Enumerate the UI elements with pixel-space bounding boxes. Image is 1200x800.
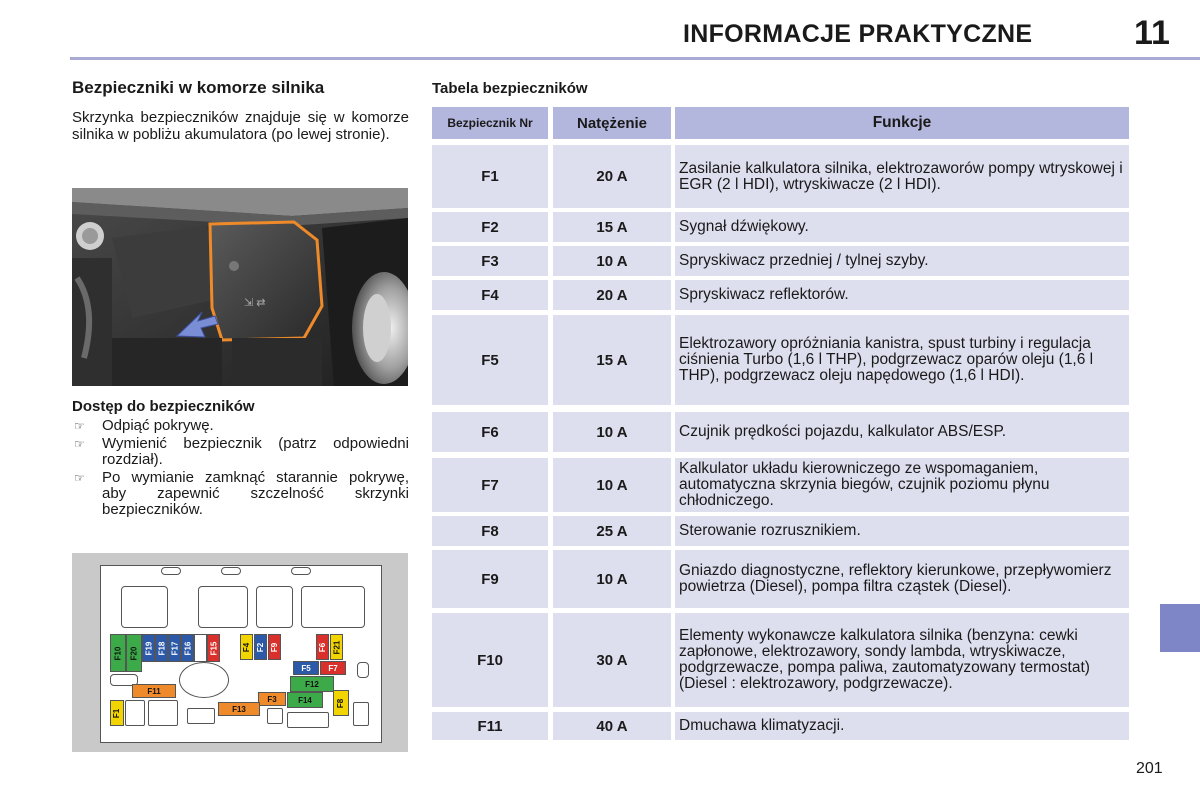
slot [148, 700, 178, 726]
slot [353, 702, 369, 726]
fuse-number: F6 [432, 412, 548, 452]
chapter-side-tab [1160, 604, 1200, 652]
fuse-f3: F3 [258, 692, 286, 706]
fuse-box-diagram [72, 553, 408, 752]
relay [121, 586, 168, 628]
list-item: ☞ Wymienić bezpiecznik (patrz odpowiedni rozdział). [74, 435, 409, 468]
svg-text:⇲ ⇄: ⇲ ⇄ [244, 297, 266, 309]
slot [287, 712, 329, 728]
fuse-function: Zasilanie kalkulatora silnika, elektrozaworów pompy wtryskowej i EGR (2 l HDI), wtryskiwacze (2 l HDI). [675, 145, 1129, 208]
fuse-current: 25 A [553, 516, 671, 546]
fuse-number: F1 [432, 145, 548, 208]
pointing-hand-icon: ☞ [74, 471, 85, 485]
fuse-current: 15 A [553, 212, 671, 242]
list-item: ☞ Odpiąć pokrywę. [74, 417, 214, 434]
fuse-f6: F6 [316, 634, 329, 660]
intro-paragraph: Skrzynka bezpieczników znajduje się w komorze silnika w pobliżu akumulatora (po lewej stronie). [72, 109, 409, 143]
fuse-slot-empty [194, 634, 207, 662]
relay [198, 586, 248, 628]
fuse-current: 10 A [553, 550, 671, 608]
fuse-function: Sterowanie rozrusznikiem. [675, 516, 1129, 546]
fuse-current: 40 A [553, 712, 671, 740]
pointing-hand-icon: ☞ [74, 437, 85, 451]
fuse-number: F10 [432, 613, 548, 707]
fuse-number: F8 [432, 516, 548, 546]
fuse-f2: F2 [254, 634, 267, 660]
relay [301, 586, 365, 628]
fuse-number: F5 [432, 315, 548, 405]
chapter-number: 11 [1134, 14, 1170, 52]
fuse-number: F11 [432, 712, 548, 740]
fuse-current: 10 A [553, 458, 671, 512]
fuse-f1: F1 [110, 700, 124, 726]
fuse-f16: F16 [181, 634, 194, 662]
fuse-f11: F11 [132, 684, 176, 698]
fuse-f12: F12 [290, 676, 334, 692]
fuse-f21: F21 [330, 634, 343, 660]
page-title: INFORMACJE PRAKTYCZNE [683, 20, 1033, 48]
list-item: ☞ Po wymianie zamknąć starannie pokrywę, aby zapewnić szczelność skrzynki bezpieczników. [74, 469, 409, 518]
fuse-function: Elementy wykonawcze kalkulatora silnika (benzyna: cewki zapłonowe, elektrozawory, sondy lambda, wtryskiwacze, podgrzewacze, pompa paliwa, zautomatyzowany termostat) (Diesel : elektrozawory, podgrzewacze). [675, 613, 1129, 707]
fuse-f17: F17 [168, 634, 181, 662]
slot [161, 567, 181, 575]
fuse-f5: F5 [293, 661, 319, 675]
fuse-number: F4 [432, 280, 548, 310]
fuse-box-outline [100, 565, 382, 743]
column-header-nr: Bezpiecznik Nr [432, 107, 548, 139]
relay [256, 586, 293, 628]
header-rule [70, 57, 1200, 60]
fuse-f20: F20 [126, 634, 142, 672]
column-header-current: Natężenie [553, 107, 671, 139]
fuse-current: 30 A [553, 613, 671, 707]
fuse-current: 20 A [553, 145, 671, 208]
fuse-function: Gniazdo diagnostyczne, reflektory kierunkowe, przepływomierz powietrza (Diesel), pompa filtra cząstek (Diesel). [675, 550, 1129, 608]
fuse-f15: F15 [207, 634, 220, 662]
fuse-current: 20 A [553, 280, 671, 310]
fuse-f8: F8 [333, 690, 349, 716]
fuse-f10: F10 [110, 634, 126, 672]
fuse-function: Czujnik prędkości pojazdu, kalkulator ABS/ESP. [675, 412, 1129, 452]
table-title: Tabela bezpieczników [432, 80, 588, 97]
engine-compartment-photo [72, 188, 408, 386]
fuse-f9: F9 [268, 634, 281, 660]
slot [357, 662, 369, 678]
fuse-f13: F13 [218, 702, 260, 716]
slot [291, 567, 311, 575]
section-title: Bezpieczniki w komorze silnika [72, 78, 325, 97]
access-title: Dostęp do bezpieczników [72, 398, 255, 415]
fuse-current: 10 A [553, 412, 671, 452]
fuse-current: 10 A [553, 246, 671, 276]
column-header-function: Funkcje [675, 107, 1129, 139]
fuse-number: F2 [432, 212, 548, 242]
fuse-function: Spryskiwacz reflektorów. [675, 280, 1129, 310]
fuse-current: 15 A [553, 315, 671, 405]
slot [267, 708, 283, 724]
fuse-f7: F7 [320, 661, 346, 675]
fuse-function: Elektrozawory opróżniania kanistra, spust turbiny i regulacja ciśnienia Turbo (1,6 l THP), podgrzewacz oparów oleju (1,6 l THP), podgrzewacz oleju napędowego (1,6 l HDI). [675, 315, 1129, 405]
fuse-function: Sygnał dźwiękowy. [675, 212, 1129, 242]
slot [221, 567, 241, 575]
fuse-function: Spryskiwacz przedniej / tylnej szyby. [675, 246, 1129, 276]
fuse-number: F7 [432, 458, 548, 512]
fuse-function: Kalkulator układu kierowniczego ze wspomaganiem, automatyczna skrzynia biegów, czujnik poziomu płynu chłodniczego. [675, 458, 1129, 512]
fuse-f19: F19 [142, 634, 155, 662]
fuse-number: F9 [432, 550, 548, 608]
pointing-hand-icon: ☞ [74, 419, 85, 433]
fuse-function: Dmuchawa klimatyzacji. [675, 712, 1129, 740]
slot [125, 700, 145, 726]
slot [187, 708, 215, 724]
fuse-f4: F4 [240, 634, 253, 660]
access-steps-list [72, 418, 409, 520]
page-number: 201 [1136, 760, 1163, 777]
fuse-f18: F18 [155, 634, 168, 662]
fuse-f14: F14 [287, 692, 323, 708]
round-relay [179, 662, 229, 698]
fuse-number: F3 [432, 246, 548, 276]
